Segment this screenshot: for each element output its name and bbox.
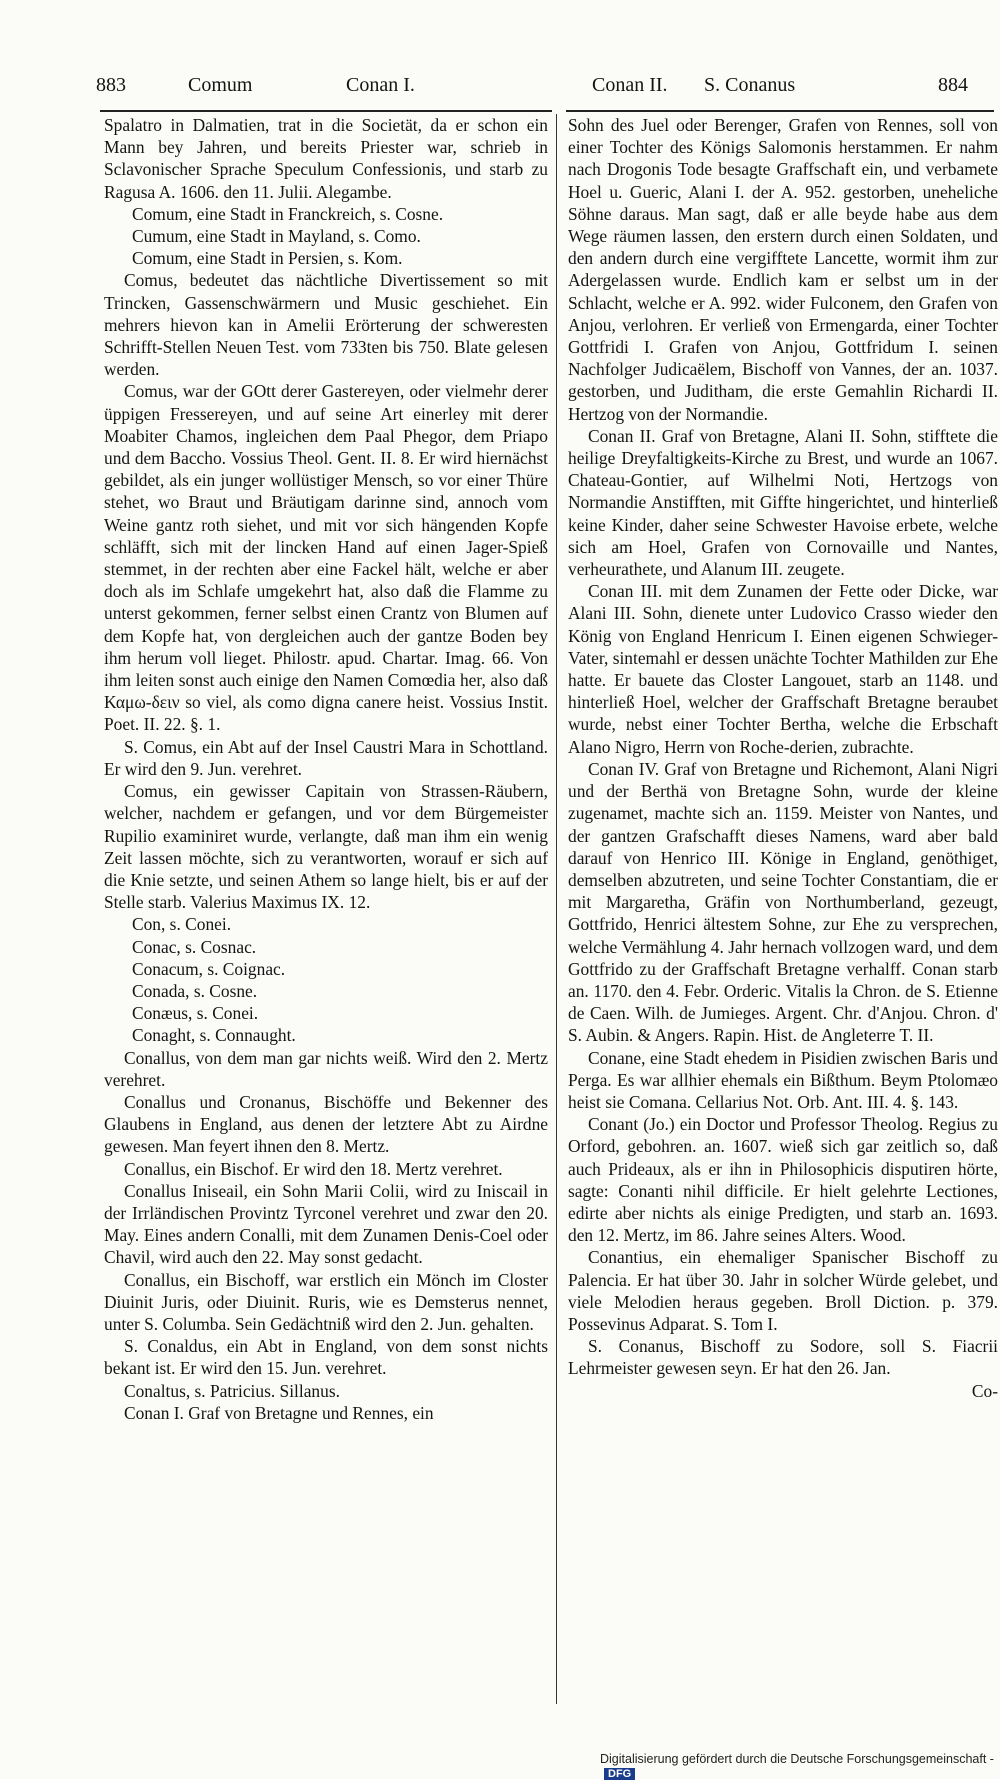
entry-paragraph: Conaght, s. Connaught. (132, 1025, 296, 1046)
page-number-right: 884 (938, 74, 968, 96)
header-word-left-1: Comum (188, 74, 253, 96)
entry-paragraph: Conallus, ein Bischoff, war erstlich ein Mönch im Closter Diuinit Juris, oder Diuinit. Ruris, wie es Demsterus nennet, unter S. Columba. Sein Gedächtniß wird den 2. Jun. gehalten. (104, 1269, 548, 1334)
entry-paragraph: Conant (Jo.) ein Doctor und Professor Theolog. Regius zu Orford, gebohren. an. 1607. wieß sich gar zeitlich so, daß auch Prideaux, als er ihn in Philosophicis disputiren hörte, sagte: Conanti nihil difficile. Er hielt gelehrte Lectiones, edirte aber nichts als einige Predigten, und starb an. 1693. den 12. Mertz, im 86. Jahre seines Alters. Wood. (568, 1114, 998, 1246)
left-column (104, 114, 548, 1424)
column-divider (556, 114, 557, 1704)
header-word-right-2: S. Conanus (704, 74, 796, 96)
entry-paragraph: Conæus, s. Conei. (132, 1003, 259, 1024)
header-rule-left (100, 110, 552, 112)
entry-paragraph: Conane, eine Stadt ehedem in Pisidien zwischen Baris und Perga. Es war allhier ehemals ein Bißthum. Beym Ptolomæo heist sie Comana. Cellarius Not. Orb. Ant. III. 4. §. 143. (568, 1047, 998, 1112)
entry-paragraph: Conan I. Graf von Bretagne und Rennes, ein (124, 1402, 434, 1423)
entry-paragraph: S. Conaldus, ein Abt in England, von dem sonst nichts bekant ist. Er wird den 15. Jun. verehret. (104, 1336, 548, 1379)
entry-paragraph: Comus, war der GOtt derer Gastereyen, oder vielmehr derer üppigen Fressereyen, und auf seine Art einerley mit derer Moabiter Chamos, ingleichen dem Paal Phegor, dem Priapo und dem Baccho. Vossius Theol. Gent. II. 8. Er wird hiernächst gebildet, als ein junger wollüstiger Mensch, so vor einer Thüre stehet, wo Braut und Bräutigam darinne sind, annoch vom Weine gantz roth siehet, und mit vor sich hängenden Kopfe schläfft, sich mit der lincken Hand auf einen Jager-Spieß stemmet, in der rechten aber eine Fackel hält, welche er aber doch als im Schlafe umgekehrt hat, also daß die Flamme zu unterst gekommen, ferner selbst einen Crantz von Blumen auf dem Kopfe hat, von dergleichen auch der gantze Boden bey ihm herum voll lieget. Philostr. apud. Chartar. Imag. 66. Von ihm leiten sonst auch einige den Namen Comœdia her, also daß Καμω-δειν so viel, als como digna canere heist. Vossius Instit. Poet. II. 22. §. 1. (104, 381, 548, 735)
entry-paragraph: S. Conanus, Bischoff zu Sodore, soll S. Fiacrii Lehrmeister gewesen seyn. Er hat den 26. Jan. (568, 1336, 998, 1379)
entry-paragraph: Conaltus, s. Patricius. Sillanus. (124, 1380, 340, 1401)
entry-paragraph: Comus, ein gewisser Capitain von Strassen-Räubern, welcher, nachdem er gefangen, und vor dem Bürgemeister Rupilio examiniret wurde, verlangte, daß man ihm ein wenig Zeit lassen möchte, sich zu verantworten, worauf er sich auf die Knie setzte, und seinen Athem so lange hielt, bis er auf der Stelle starb. Valerius Maximus IX. 12. (104, 781, 548, 913)
entry-paragraph: Conallus und Cronanus, Bischöffe und Bekenner des Glaubens in England, aus denen der letztere Abt zu Airdne gewesen. Man feyert ihnen den 8. Mertz. (104, 1091, 548, 1157)
dfg-logo: DFG (604, 1768, 635, 1780)
entry-paragraph: Conacum, s. Coignac. (132, 958, 286, 979)
footer-text: Digitalisierung gefördert durch die Deutsche Forschungsgemeinschaft - (600, 1752, 994, 1766)
entry-paragraph: Comus, bedeutet das nächtliche Divertissement so mit Trincken, Gassenschwärmern und Music geschiehet. Ein mehrers hievon kan in Amelii Erörterung der schweresten Schrifft-Stellen Neuen Test. vom 733ten bis 750. Blate gelesen werden. (104, 270, 548, 380)
entry-paragraph: Conada, s. Cosne. (132, 980, 258, 1001)
entry-paragraph: Conan III. mit dem Zunamen der Fette oder Dicke, war Alani III. Sohn, dienete unter Ludovico Crasso wieder den König von England Henricum I. Einen eigenen Schwieger-Vater, sintemahl er dessen unächte Tochter Mathilden zur Ehe hatte. Er bauete das Closter Langouet, starb an 1148. und hinterließ Hoel, welcher der Graffschaft Bretagne beraubet wurde, nebst einer Tochter Bertha, welche die Erbschaft Alano Nigro, Herrn von Roche-derien, zubrachte. (568, 581, 998, 757)
catchword: Co- (971, 1380, 998, 1401)
page-number-left: 883 (96, 74, 126, 96)
header-word-left-2: Conan I. (346, 74, 415, 96)
entry-paragraph: Conan IV. Graf von Bretagne und Richemont, Alani Nigri und der Berthä von Bretagne Sohn, wurde der kleine zugenamet, machte sich an. 1159. Meister von Nantes, und der gantzen Grafschafft dieses Namens, ward aber bald darauf von Henrico III. Könige in England, genöthiget, demselben abzutreten, und seine Tochter Constantiam, die er mit Margaretha, Gräfin von Northumberland, gezeugt, Gottfrido, Henrici ältestem Sohne, zur Ehe zu versprechen, welche Vermählung 4. Jahr hernach vollzogen ward, und dem Gottfrido zu der Graffschaft Bretagne verhalff. Conan starb an. 1170. den 4. Febr. Orderic. Vitalis la Chron. de S. Etienne de Caen. Wilh. de Jumieges. Argent. Chr. d'Anjou. Chron. d' S. Aubin. & Angers. Rapin. Hist. de Angleterre T. II. (568, 758, 998, 1046)
entry-paragraph: S. Comus, ein Abt auf der Insel Caustri Mara in Schottland. Er wird den 9. Jun. verehret. (104, 736, 548, 779)
header-rule-right (566, 110, 994, 112)
entry-paragraph: Cumum, eine Stadt in Mayland, s. Como. (132, 226, 421, 247)
entry-paragraph: Conantius, ein ehemaliger Spanischer Bischoff zu Palencia. Er hat über 30. Jahr in solcher Würde gelebet, und viele Melodien heraus gegeben. Broll Diction. p. 379. Possevinus Adparat. S. Tom I. (568, 1247, 998, 1334)
entry-paragraph: Conac, s. Cosnac. (132, 936, 257, 957)
entry-paragraph: Comum, eine Stadt in Persien, s. Kom. (132, 248, 403, 269)
page-header (96, 74, 990, 108)
digitization-footer (600, 1752, 1000, 1780)
entry-paragraph: Conan II. Graf von Bretagne, Alani II. Sohn, stifftete die heilige Dreyfaltigkeits-Kirche zu Brest, und wurde an 1067. Chateau-Gontier, auf Wilhelmi Noti, Hertzogs von Normandie Anstifften, mit Giffte hingerichtet, und hinterließ keine Kinder, daher seine Schwester Havoise erbete, welche sich am Hoel, Grafen von Cornovaille und Nantes, verheurathete, und Alanum III. zeugete. (568, 425, 998, 580)
entry-paragraph: Sohn des Juel oder Berenger, Grafen von Rennes, soll von einer Tochter des Königs Salomonis herstammen. Er nahm nach Drogonis Tode besagte Graffschaft ein, und verbamete Hoel u. Gueric, Alani I. der A. 952. gestorben, uneheliche Söhne daraus. Man sagt, daß er alle beyde habe aus dem Wege räumen lassen, den erstern durch einen Soldaten, und den andern durch eine vergifftete Lancette, wormit ihm zur Adergelassen wurde. Endlich kam er selbst um in der Schlacht, welche er A. 992. wider Fulconem, den Grafen von Anjou, verlohren. Er verließ von Ermengarda, einer Tochter Gottfridi I. Grafen von Anjou, Gottfridum I. seinen Nachfolger Judicaëlem, Bischoff von Vannes, der an. 1037. gestorben, und Juditham, die erste Gemahlin Richardi II. Hertzog von der Normandie. (568, 115, 998, 424)
entry-paragraph: Con, s. Conei. (132, 914, 232, 935)
entry-paragraph: Conallus, ein Bischof. Er wird den 18. Mertz verehret. (124, 1158, 503, 1179)
entry-paragraph: Spalatro in Dalmatien, trat in die Societät, da er schon ein Mann bey Jahren, und bereits Priester war, schrieb in Sclavonischer Sprache Speculum Confessionis, und starb zu Ragusa A. 1606. den 11. Julii. Alegambe. (104, 115, 548, 202)
header-word-right-1: Conan II. (592, 74, 668, 96)
entry-paragraph: Comum, eine Stadt in Franckreich, s. Cosne. (132, 203, 444, 224)
entry-paragraph: Conallus Iniseail, ein Sohn Marii Colii, wird zu Iniscail in der Irrländischen Provintz Tyrconel verehret und zwar den 20. May. Eines andern Conalli, mit dem Zunamen Denis-Coel oder Chavil, wird auch den 22. May sonst gedacht. (104, 1180, 548, 1268)
entry-paragraph: Conallus, von dem man gar nichts weiß. Wird den 2. Mertz verehret. (104, 1047, 548, 1090)
right-column (568, 114, 998, 1402)
